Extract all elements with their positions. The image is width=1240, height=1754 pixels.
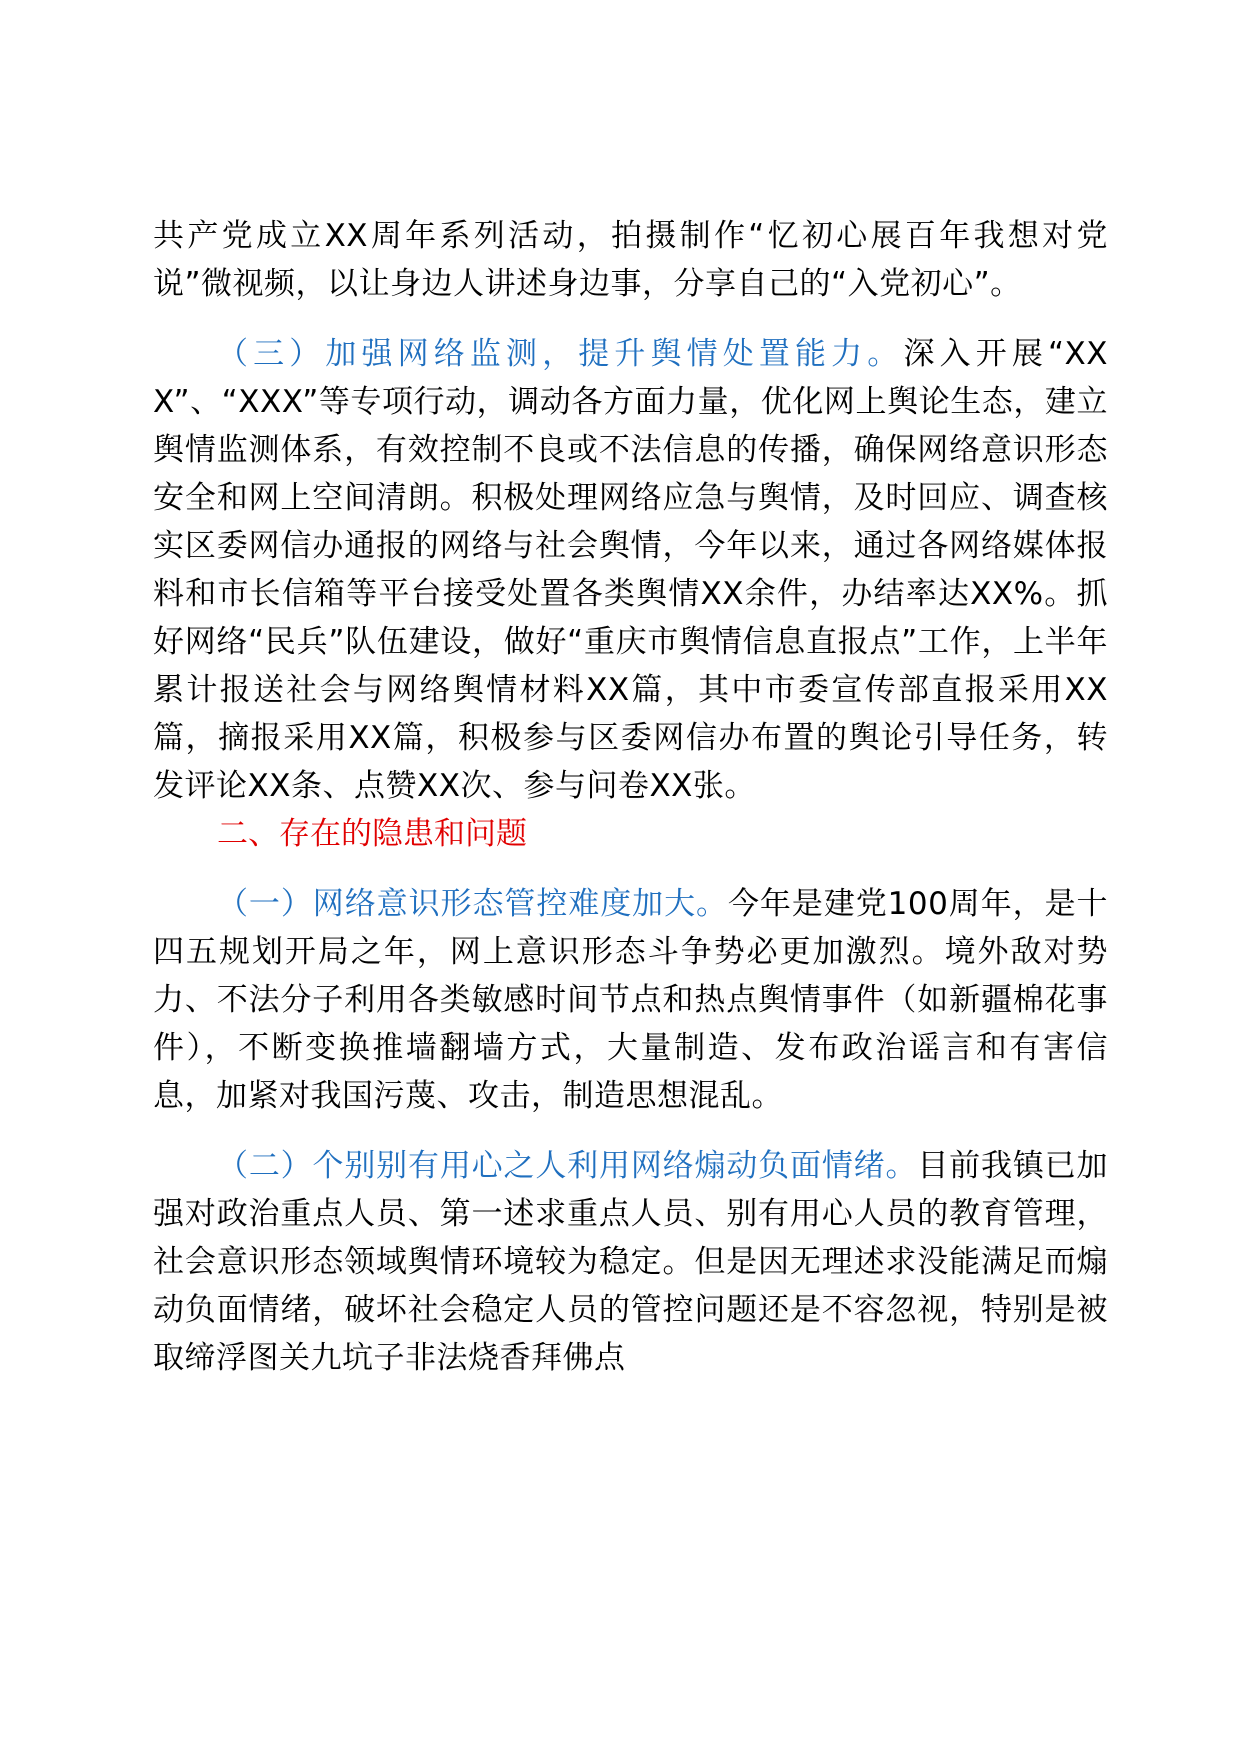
subheading-negative-emotions: （二）个别别有用心之人利用网络煽动负面情绪。: [217, 1148, 918, 1184]
paragraph-activities: [153, 212, 1108, 308]
subheading-network-monitoring: （三）加强网络监测，提升舆情处置能力。: [217, 336, 904, 372]
section-title-risks-problems: 二、存在的隐患和问题: [217, 816, 527, 852]
paragraph-activities-text: 共产党成立XX周年系列活动，拍摄制作“忆初心展百年我想对党说”微视频，以让身边人讲述身边事，分享自己的“入党初心”。: [153, 218, 1108, 302]
document-body: [153, 212, 1108, 1382]
subheading-control-difficulty: （一）网络意识形态管控难度加大。: [217, 886, 728, 922]
paragraph-network-monitoring-text: 深入开展“XXX”、“XXX”等专项行动，调动各方面力量，优化网上舆论生态，建立舆情监测体系，有效控制不良或不法信息的传播，确保网络意识形态安全和网上空间清朗。积极处理网络应急与舆情，及时回应、调查核实区委网信办通报的网络与社会舆情，今年以来，通过各网络媒体报料和市长信箱等平台接受处置各类舆情XX余件，办结率达XX%。抓好网络“民兵”队伍建设，做好“重庆市舆情信息直报点”工作，上半年累计报送社会与网络舆情材料XX篇，其中市委宣传部直报采用XX篇，摘报采用XX篇，积极参与区委网信办布置的舆论引导任务，转发评论XX条、点赞XX次、参与问卷XX张。: [153, 336, 1108, 804]
paragraph-network-monitoring: [153, 330, 1108, 810]
paragraph-negative-emotions: [153, 1142, 1108, 1382]
paragraph-control-difficulty-text: 今年是建党100周年，是十四五规划开局之年，网上意识形态斗争势必更加激烈。境外敌对势力、不法分子利用各类敏感时间节点和热点舆情事件（如新疆棉花事件），不断变换推墙翻墙方式，大量制造、发布政治谣言和有害信息，加紧对我国污蔑、攻击，制造思想混乱。: [153, 886, 1109, 1114]
paragraph-negative-emotions-text: 目前我镇已加强对政治重点人员、第一述求重点人员、别有用心人员的教育管理，社会意识形态领域舆情环境较为稳定。但是因无理述求没能满足而煽动负面情绪，破坏社会稳定人员的管控问题还是不容忽视，特别是被取缔浮图关九坑子非法烧香拜佛点: [153, 1148, 1109, 1376]
paragraph-control-difficulty: [153, 880, 1108, 1120]
